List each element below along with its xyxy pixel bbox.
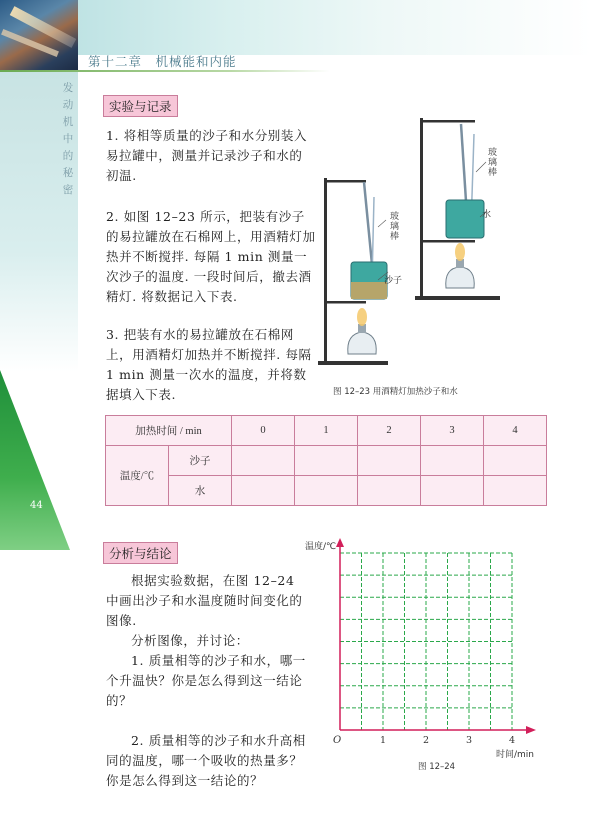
table-row-label-water: 水	[169, 476, 232, 506]
figure-12-23-caption: 图 12–23 用酒精灯加热沙子和水	[333, 387, 458, 397]
question-1: 1. 质量相等的沙子和水，哪一个升温快？你是怎么得到这一结论的？	[106, 653, 306, 708]
table-cell	[358, 476, 421, 506]
x-tick-label: 3	[465, 735, 473, 746]
x-tick-label: 2	[422, 735, 430, 746]
table-header-row	[106, 416, 547, 446]
question-2: 2. 质量相等的沙子和水升高相同的温度，哪一个吸收的热量多？你是怎么得到这一结论的？	[106, 733, 306, 788]
left-stand	[318, 178, 388, 365]
table-time-cell: 1	[295, 416, 358, 446]
table-row-label-sand: 沙子	[169, 446, 232, 476]
header-band	[78, 0, 592, 55]
table-row-water	[106, 476, 547, 506]
table-cell	[421, 446, 484, 476]
label-rod-left: 玻璃棒	[390, 212, 400, 242]
data-table	[105, 415, 547, 506]
x-axis-label: 时间/min	[496, 750, 535, 760]
table-time-cell: 0	[232, 416, 295, 446]
figure-12-24-caption: 图 12–24	[418, 762, 456, 772]
table-header-label: 加热时间 / min	[106, 416, 232, 446]
table-temp-label: 温度/℃	[106, 446, 169, 506]
corner-photo	[0, 0, 78, 70]
table-cell	[421, 476, 484, 506]
page-number: 44	[30, 500, 43, 511]
table-cell	[295, 446, 358, 476]
step-3-text: 3. 把装有水的易拉罐放在石棉网上，用酒精灯加热并不断搅拌. 每隔 1 min 测量一次水的温度，并将数据填入下表.	[106, 327, 312, 402]
figure-12-24-grid	[300, 535, 545, 767]
chapter-title: 第十二章 机械能和内能	[88, 54, 237, 69]
table-time-cell: 2	[358, 416, 421, 446]
table-time-cell: 3	[421, 416, 484, 446]
section-label-analysis: 分析与结论	[103, 542, 178, 564]
origin-label: O	[333, 735, 342, 746]
table-cell	[232, 476, 295, 506]
x-tick-label: 1	[379, 735, 387, 746]
y-axis-arrow	[336, 538, 344, 547]
label-water: 水	[482, 210, 492, 220]
label-sand: 沙子	[384, 276, 403, 286]
analysis-intro: 根据实验数据，在图 12–24 中画出沙子和水温度随时间变化的图像.	[106, 573, 303, 628]
table-time-cell: 4	[484, 416, 547, 446]
y-axis-label: 温度/℃	[305, 542, 337, 552]
analysis-text	[106, 571, 311, 791]
sidebar-text: 发动机中的秘密	[62, 82, 74, 196]
grid-lines	[340, 553, 512, 730]
table-row-sand	[106, 446, 547, 476]
x-axis-arrow	[526, 726, 536, 734]
green-wedge	[0, 370, 70, 550]
section-label-experiment: 实验与记录	[103, 95, 178, 117]
step-2-text: 2. 如图 12–23 所示，把装有沙子的易拉罐放在石棉网上，用酒精灯加热并不断搅拌. 每隔 1 min 测量一次沙子的温度. 一段时间后，撤去酒精灯. 将数据记入下表.	[106, 209, 316, 304]
table-cell	[295, 476, 358, 506]
table-cell	[232, 446, 295, 476]
table-cell	[484, 446, 547, 476]
analysis-discuss: 分析图像，并讨论：	[131, 633, 249, 648]
label-rod-right: 玻璃棒	[488, 148, 498, 178]
table-cell	[358, 446, 421, 476]
table-cell	[484, 476, 547, 506]
step-1-text: 1. 将相等质量的沙子和水分别装入易拉罐中，测量并记录沙子和水的初温.	[106, 128, 308, 183]
x-tick-label: 4	[508, 735, 516, 746]
